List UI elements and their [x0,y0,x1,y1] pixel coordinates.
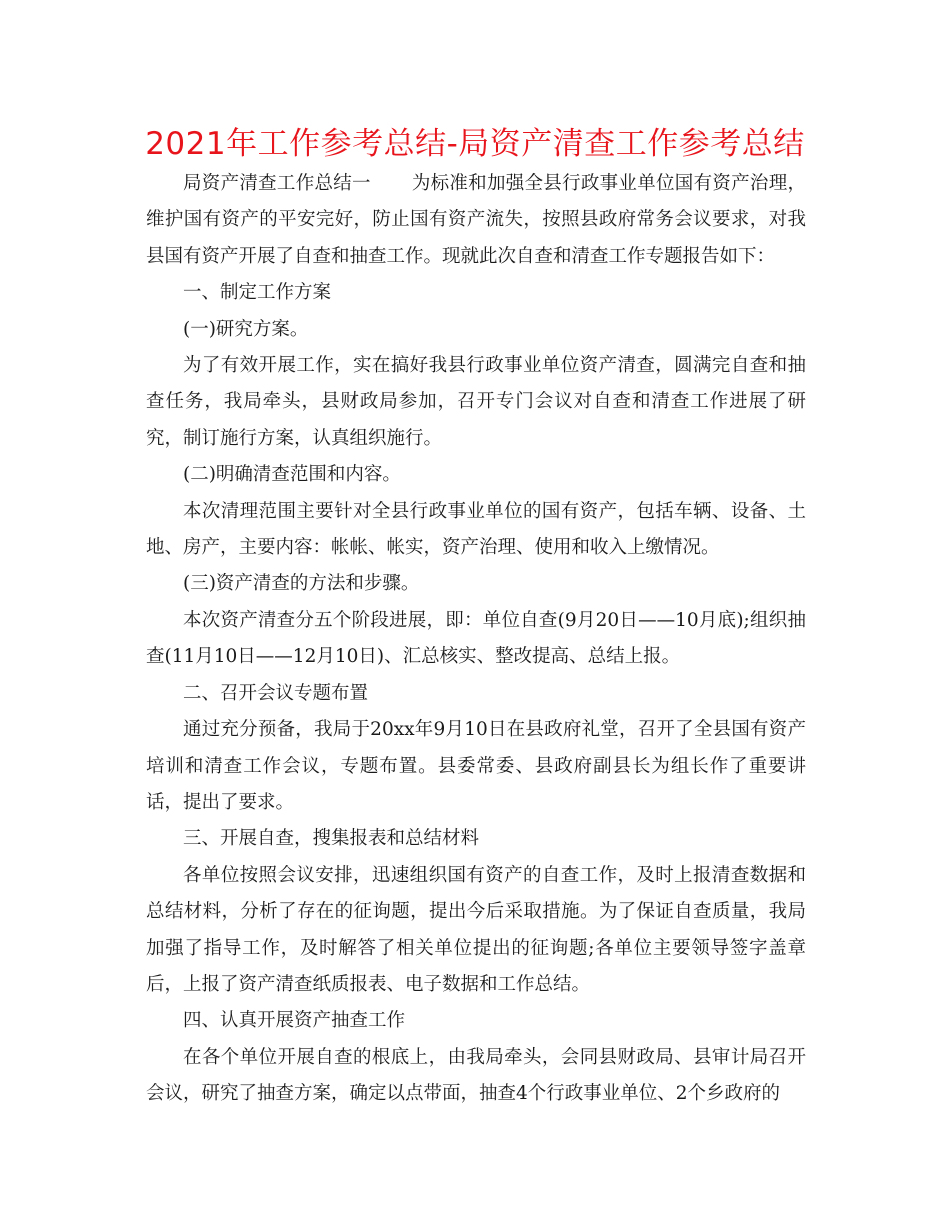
section-heading: 一、制定工作方案 [183,282,332,304]
paragraph-text: 为标准和加强全县行政事业单位国有资产治理，维护国有资产的平安完好，防止国有资产流失，按照县政府常务会议要求，对我县国有资产开展了自查和抽查工作。现就此次自查和清查工作专题报告如下： [146,173,806,267]
paragraph: 在各个单位开展自查的根底上，由我局牵头，会同县财政局、县审计局召开会议，研究了抽查方案，确定以点带面，抽查4个行政事业单位、2个乡政府的 [146,1046,806,1105]
paragraph: 本次清理范围主要针对全县行政事业单位的国有资产，包括车辆、设备、土地、房产，主要内容：帐帐、帐实，资产治理、使用和收入上缴情况。 [146,500,806,559]
section-heading: 三、开展自查，搜集报表和总结材料 [183,828,480,850]
section-heading: 四、认真开展资产抽查工作 [183,1010,406,1032]
paragraph: 为了有效开展工作，实在搞好我县行政事业单位资产清查，圆满完自查和抽查任务，我局牵头，县财政局参加，召开专门会议对自查和清查工作进展了研究，制订施行方案，认真组织施行。 [146,355,806,449]
paragraph-intro [146,166,806,275]
paragraph: 本次资产清查分五个阶段进展，即：单位自查(9月20日——10月底);组织抽查(11月10日——12月10日)、汇总核实、整改提高、总结上报。 [146,609,806,668]
paragraph: 各单位按照会议安排，迅速组织国有资产的自查工作，及时上报清查数据和总结材料，分析了存在的征询题，提出今后采取措施。为了保证自查质量，我局加强了指导工作，及时解答了相关单位提出的征询题;各单位主要领导签字盖章后，上报了资产清查纸质报表、电子数据和工作总结。 [146,864,806,995]
document-title: 2021年工作参考总结-局资产清查工作参考总结 [145,126,805,162]
subsection-heading: (二)明确清查范围和内容。 [183,464,401,486]
intro-label: 局资产清查工作总结一 [183,173,371,194]
document-body [146,166,806,1113]
paragraph: 通过充分预备，我局于20xx年9月10日在县政府礼堂，召开了全县国有资产培训和清查工作会议，专题布置。县委常委、县政府副县长为组长作了重要讲话，提出了要求。 [146,719,806,813]
section-heading: 二、召开会议专题布置 [183,682,369,704]
subsection-heading: (三)资产清查的方法和步骤。 [183,573,420,595]
subsection-heading: (一)研究方案。 [183,318,309,340]
